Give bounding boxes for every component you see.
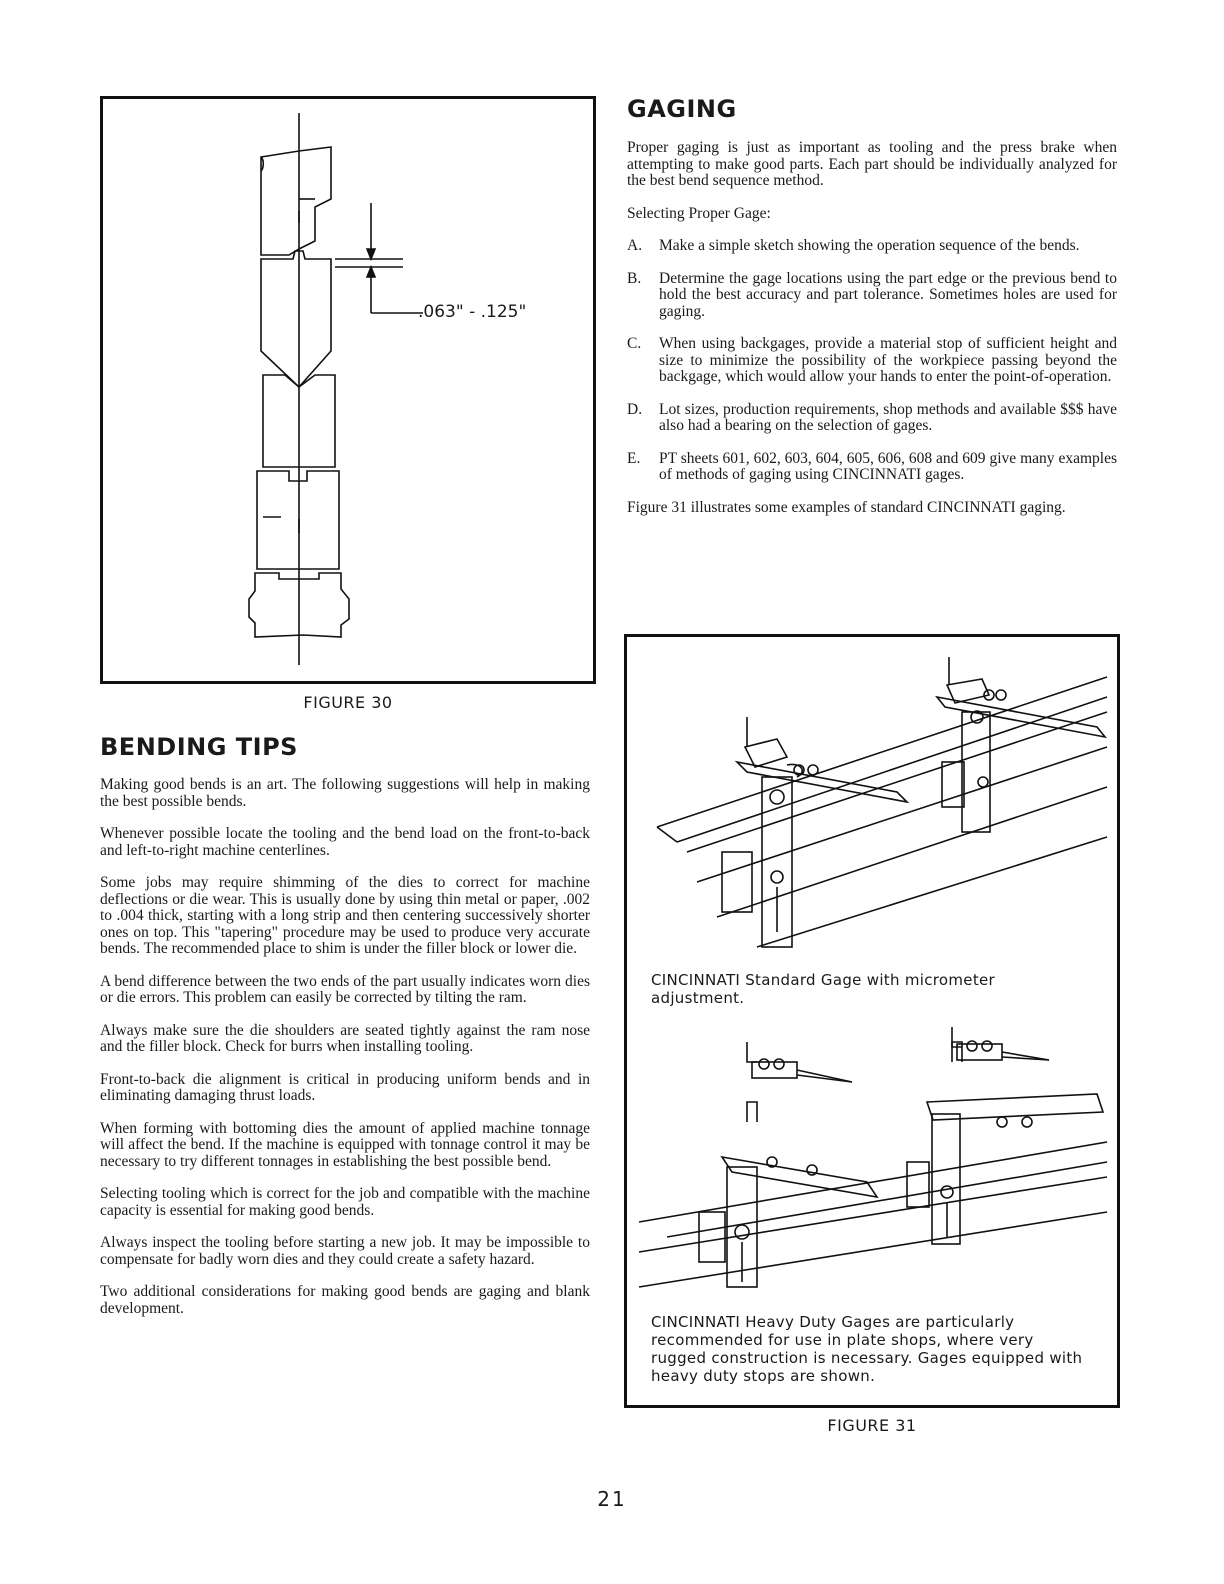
list-text: Lot sizes, production requirements, shop methods and available $$$ have also had a bearing on the selection of gages. <box>659 400 1117 434</box>
bending-tips-heading: BENDING TIPS <box>100 733 298 761</box>
list-letter: A. <box>627 237 643 254</box>
bending-tips-paragraph: Making good bends is an art. The following suggestions will help in making the best possible bends. <box>100 776 590 810</box>
list-text: PT sheets 601, 602, 603, 604, 605, 606, 608 and 609 give many examples of methods of gaging using CINCINNATI gages. <box>659 449 1117 483</box>
bending-tips-paragraph: Always make sure the die shoulders are seated tightly against the ram nose and the filler block. Check for burrs when installing tooling. <box>100 1021 590 1055</box>
list-letter: B. <box>627 269 642 287</box>
gaging-list-item <box>627 238 1117 255</box>
list-text: Determine the gage locations using the part edge or the previous bend to hold the best accuracy and part tolerance. Sometimes holes are used for gaging. <box>659 269 1117 320</box>
standard-gage-caption: CINCINNATI Standard Gage with micrometer adjustment. <box>651 971 995 1007</box>
figure-30-box <box>100 96 596 684</box>
heavy-duty-gage-caption: CINCINNATI Heavy Duty Gages are particularly recommended for use in plate shops, where very rugged construction is necessary. Gages equipped with heavy duty stops are shown. <box>651 1313 1083 1385</box>
figure-31-caption: FIGURE 31 <box>827 1416 917 1435</box>
bending-tips-paragraph: A bend difference between the two ends of the part usually indicates worn dies or die errors. This problem can easily be corrected by tilting the ram. <box>100 972 590 1006</box>
list-letter: D. <box>627 400 643 418</box>
gaging-list-title: Selecting Proper Gage: <box>627 204 771 222</box>
bending-tips-paragraph: When forming with bottoming dies the amount of applied machine tonnage will affect the bend. If the machine is equipped with tonnage control it may be necessary to try different tonnages in establishing the best possible bend. <box>100 1119 590 1170</box>
list-letter: E. <box>627 449 641 467</box>
bending-tips-paragraph: Front-to-back die alignment is critical in producing uniform bends and in eliminating damaging thrust loads. <box>100 1070 590 1104</box>
page-number: 21 <box>597 1487 627 1511</box>
standard-gage-drawing <box>627 637 1117 967</box>
gaging-closing: Figure 31 illustrates some examples of standard CINCINNATI gaging. <box>627 498 1066 516</box>
list-text: When using backgages, provide a material stop of sufficient height and size to minimize the possibility of the workpiece passing beyond the backgage, which would allow your hands to enter the point-of-operation. <box>659 335 1117 385</box>
bending-tips-paragraph: Selecting tooling which is correct for the job and compatible with the machine capacity is essential for making good bends. <box>100 1185 590 1219</box>
list-letter: C. <box>627 335 642 352</box>
bending-tips-paragraph: Whenever possible locate the tooling and the bend load on the front-to-back and left-to-right machine centerlines. <box>100 825 590 859</box>
figure-30-dimension-label: .063" - .125" <box>418 302 527 322</box>
gaging-list-item <box>627 451 1117 484</box>
heavy-duty-gage-drawing <box>627 1022 1117 1307</box>
gaging-list-item <box>627 336 1117 386</box>
gaging-list-item <box>627 402 1117 435</box>
figure-31-box <box>624 634 1120 1408</box>
die-diagram <box>103 99 593 681</box>
gaging-intro: Proper gaging is just as important as tooling and the press brake when attempting to make good parts. Each part should be individually analyzed for the best bend sequence method. <box>627 139 1117 189</box>
bending-tips-paragraph: Some jobs may require shimming of the dies to correct for machine deflections or die wear. This is usually done by using thin metal or paper, .002 to .004 thick, starting with a long strip and then centering successively shorter ones on top. This "tapering" procedure may be used to produce very accurate bends. The recommended place to shim is under the filler block or lower die. <box>100 874 590 957</box>
gaging-list-item <box>627 271 1117 321</box>
gaging-body <box>627 140 1117 532</box>
bending-tips-paragraph: Always inspect the tooling before starting a new job. It may be impossible to compensate for badly worn dies and they could create a safety hazard. <box>100 1234 590 1268</box>
figure-30-caption: FIGURE 30 <box>303 693 393 712</box>
bending-tips-paragraph: Two additional considerations for making good bends are gaging and blank development. <box>100 1283 590 1317</box>
bending-tips-body <box>100 777 590 1333</box>
gaging-heading: GAGING <box>627 95 737 123</box>
list-text: Make a simple sketch showing the operation sequence of the bends. <box>659 237 1080 254</box>
